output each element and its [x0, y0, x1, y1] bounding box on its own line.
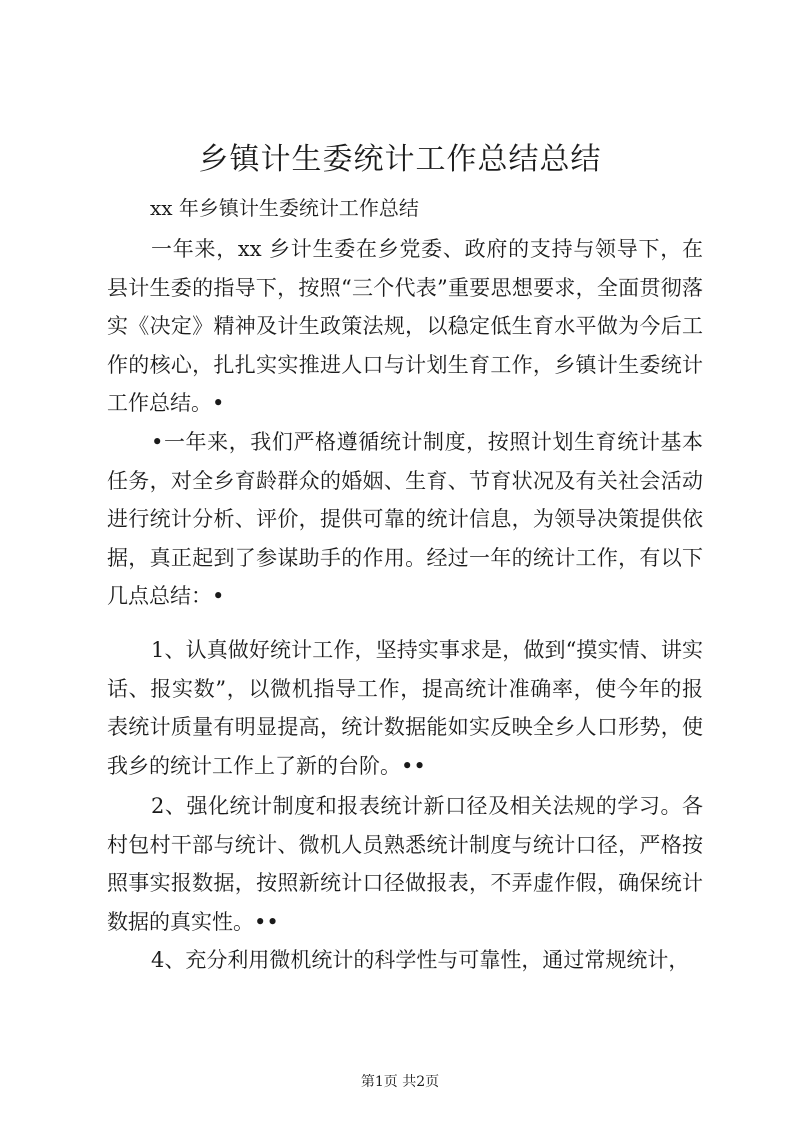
paragraph-4: 2、强化统计制度和报表统计新口径及相关法规的学习。各村包村干部与统计、微机人员熟悉统计制度与统计口径，严格按照事实报数据，按照新统计口径做报表，不弄虚作假，确保统计数据的真实性。•• [107, 794, 703, 934]
page-footer: 第1页 共2页 [360, 1074, 440, 1090]
paragraph-3: 1、认真做好统计工作，坚持实事求是，做到“摸实情、讲实话、报实数”，以微机指导工作，提高统计准确率，使今年的报表统计质量有明显提高，统计数据能如实反映全乡人口形势，使我乡的统计工作上了新的台阶。•• [107, 638, 703, 778]
paragraph-2: •一年来，我们严格遵循统计制度，按照计划生育统计基本任务，对全乡育龄群众的婚姻、生育、节育状况及有关社会活动进行统计分析、评价，提供可靠的统计信息，为领导决策提供依据，真正起到了参谋助手的作用。经过一年的统计工作，有以下几点总结：• [107, 430, 703, 608]
paragraph-5: 4、充分利用微机统计的科学性与可靠性，通过常规统计， [151, 948, 690, 972]
document-title: 乡镇计生委统计工作总结总结 [198, 142, 602, 177]
paragraph-1: 一年来，xx 乡计生委在乡党委、政府的支持与领导下，在县计生委的指导下，按照“三个代表”重要思想要求，全面贯彻落实《决定》精神及计生政策法规，以稳定低生育水平做为今后工作的核心，扎扎实实推进人口与计划生育工作，乡镇计生委统计工作总结。• [107, 237, 703, 415]
document-subtitle: xx 年乡镇计生委统计工作总结 [150, 196, 419, 220]
